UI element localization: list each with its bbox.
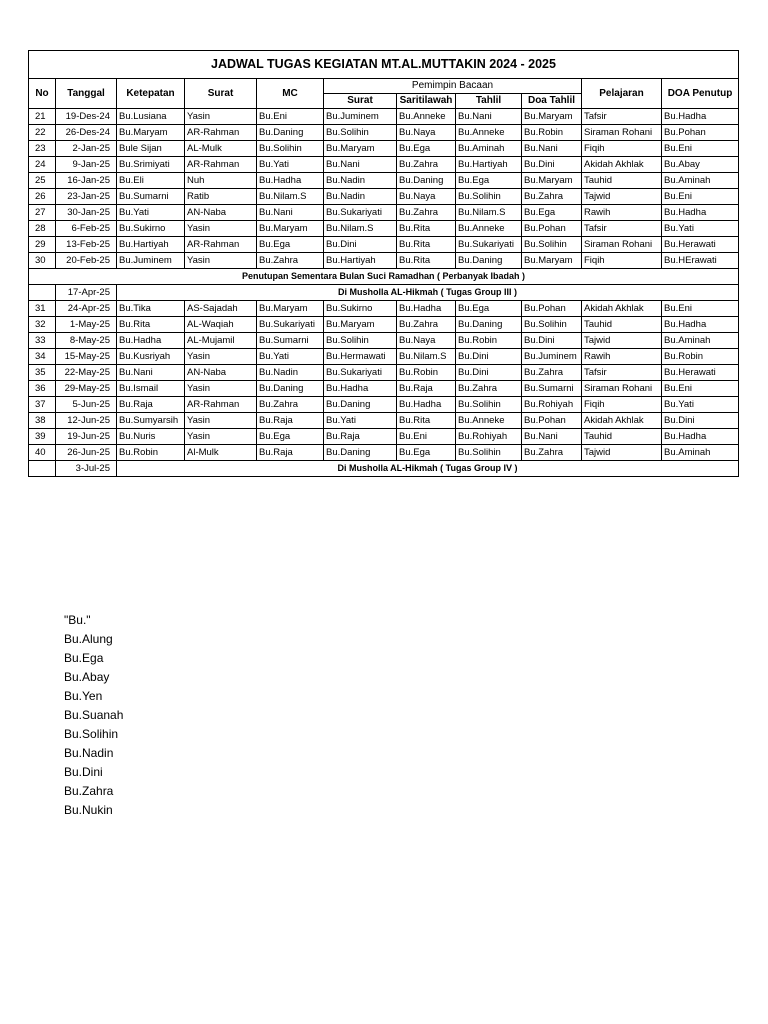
name-list-item[interactable]: Bu.Suanah [64, 708, 124, 722]
cell-doa-tahlil[interactable]: Bu.Pohan [522, 221, 582, 237]
cell-surat[interactable]: Yasin [185, 221, 257, 237]
cell-tanggal[interactable]: 19-Jun-25 [56, 429, 117, 445]
name-list-item[interactable]: Bu.Zahra [64, 784, 114, 798]
cell-doa-penutup[interactable]: Bu.Abay [662, 157, 739, 173]
cell-pelajaran[interactable]: Rawih [582, 205, 662, 221]
cell-mc[interactable]: Bu.Zahra [257, 253, 324, 269]
name-list-item[interactable]: Bu.Dini [64, 765, 103, 779]
table-row [29, 349, 739, 365]
cell-tanggal[interactable]: 17-Apr-25 [56, 285, 117, 301]
cell-doa-tahlil[interactable]: Bu.Maryam [522, 109, 582, 125]
table-row [29, 253, 739, 269]
cell-no[interactable]: 39 [29, 429, 56, 445]
note-row-cell[interactable]: Di Musholla AL-Hikmah ( Tugas Group III ) [117, 285, 739, 301]
cell-pelajaran[interactable]: Akidah Akhlak [582, 157, 662, 173]
cell-ketepatan[interactable]: Bu.Hartiyah [117, 237, 185, 253]
cell-doa-tahlil[interactable]: Bu.Zahra [522, 365, 582, 381]
cell-mc[interactable]: Bu.Hadha [257, 173, 324, 189]
cell-surat[interactable]: Yasin [185, 413, 257, 429]
cell-doa-tahlil[interactable]: Bu.Zahra [522, 189, 582, 205]
cell-pemimpin-surat[interactable]: Bu.Nani [324, 157, 397, 173]
cell-no[interactable]: 26 [29, 189, 56, 205]
cell-tanggal[interactable]: 1-May-25 [56, 317, 117, 333]
cell-doa-penutup[interactable]: Bu.Herawati [662, 237, 739, 253]
cell-doa-penutup[interactable]: Bu.Dini [662, 413, 739, 429]
cell-doa-penutup[interactable]: Bu.Eni [662, 141, 739, 157]
cell-doa-penutup[interactable]: Bu.Aminah [662, 173, 739, 189]
cell-saritilawah[interactable]: Bu.Naya [397, 125, 456, 141]
table-row [29, 445, 739, 461]
cell-mc[interactable]: Bu.Daning [257, 125, 324, 141]
cell-tahlil[interactable]: Bu.Daning [456, 317, 522, 333]
cell-tanggal[interactable]: 30-Jan-25 [56, 205, 117, 221]
table-row [29, 205, 739, 221]
cell-doa-tahlil[interactable]: Bu.Maryam [522, 173, 582, 189]
name-list-item[interactable]: Bu.Yen [64, 689, 103, 703]
cell-mc[interactable]: Bu.Maryam [257, 301, 324, 317]
cell-tanggal[interactable]: 9-Jan-25 [56, 157, 117, 173]
cell-saritilawah[interactable]: Bu.Ega [397, 141, 456, 157]
cell-pelajaran[interactable]: Tauhid [582, 429, 662, 445]
cell-no[interactable]: 27 [29, 205, 56, 221]
cell-surat[interactable]: AN-Naba [185, 365, 257, 381]
cell-doa-tahlil[interactable]: Bu.Solihin [522, 237, 582, 253]
cell-no[interactable]: 36 [29, 381, 56, 397]
cell-tanggal[interactable]: 22-May-25 [56, 365, 117, 381]
cell-doa-penutup[interactable]: Bu.Herawati [662, 365, 739, 381]
cell-doa-penutup[interactable]: Bu.Hadha [662, 429, 739, 445]
cell-tahlil[interactable]: Bu.Ega [456, 173, 522, 189]
cell-pelajaran[interactable]: Siraman Rohani [582, 237, 662, 253]
cell-tanggal[interactable]: 6-Feb-25 [56, 221, 117, 237]
cell-tahlil[interactable]: Bu.Robin [456, 333, 522, 349]
cell-no[interactable] [29, 461, 56, 477]
table-row [29, 125, 739, 141]
header-mc[interactable]: MC [257, 79, 324, 109]
cell-no[interactable]: 34 [29, 349, 56, 365]
cell-mc[interactable]: Bu.Ega [257, 429, 324, 445]
cell-surat[interactable]: AR-Rahman [185, 397, 257, 413]
cell-tanggal[interactable]: 19-Des-24 [56, 109, 117, 125]
cell-doa-penutup[interactable]: Bu.Hadha [662, 205, 739, 221]
header-doa-tahlil[interactable]: Doa Tahlil [522, 94, 582, 109]
cell-doa-tahlil[interactable]: Bu.Juminem [522, 349, 582, 365]
cell-pemimpin-surat[interactable]: Bu.Daning [324, 445, 397, 461]
cell-no[interactable]: 35 [29, 365, 56, 381]
cell-saritilawah[interactable]: Bu.Zahra [397, 317, 456, 333]
cell-doa-penutup[interactable]: Bu.Eni [662, 381, 739, 397]
cell-no[interactable]: 28 [29, 221, 56, 237]
cell-no[interactable]: 40 [29, 445, 56, 461]
cell-saritilawah[interactable]: Bu.Rita [397, 237, 456, 253]
cell-pemimpin-surat[interactable]: Bu.Sukirno [324, 301, 397, 317]
cell-ketepatan[interactable]: Bule Sijan [117, 141, 185, 157]
cell-saritilawah[interactable]: Bu.Zahra [397, 157, 456, 173]
cell-pemimpin-surat[interactable]: Bu.Hermawati [324, 349, 397, 365]
cell-no[interactable]: 30 [29, 253, 56, 269]
cell-tahlil[interactable]: Bu.Daning [456, 253, 522, 269]
cell-surat[interactable]: Yasin [185, 253, 257, 269]
cell-pemimpin-surat[interactable]: Bu.Hartiyah [324, 253, 397, 269]
cell-doa-penutup[interactable]: Bu.Yati [662, 397, 739, 413]
cell-tanggal[interactable]: 2-Jan-25 [56, 141, 117, 157]
cell-saritilawah[interactable]: Bu.Hadha [397, 301, 456, 317]
cell-pemimpin-surat[interactable]: Bu.Sukariyati [324, 365, 397, 381]
note-row-cell[interactable]: Penutupan Sementara Bulan Suci Ramadhan ( Perbanyak Ibadah ) [29, 269, 739, 285]
cell-tahlil[interactable]: Bu.Nilam.S [456, 205, 522, 221]
cell-doa-penutup[interactable]: Bu.Pohan [662, 125, 739, 141]
cell-surat[interactable]: AR-Rahman [185, 157, 257, 173]
cell-doa-tahlil[interactable]: Bu.Pohan [522, 413, 582, 429]
cell-mc[interactable]: Bu.Sukariyati [257, 317, 324, 333]
cell-saritilawah[interactable]: Bu.Naya [397, 189, 456, 205]
sheet-title[interactable]: JADWAL TUGAS KEGIATAN MT.AL.MUTTAKIN 2024 - 2025 [29, 51, 739, 79]
cell-tanggal[interactable]: 26-Des-24 [56, 125, 117, 141]
cell-doa-tahlil[interactable]: Bu.Maryam [522, 253, 582, 269]
cell-saritilawah[interactable]: Bu.Hadha [397, 397, 456, 413]
cell-mc[interactable]: Bu.Yati [257, 349, 324, 365]
name-list-item[interactable]: Bu.Ega [64, 651, 104, 665]
cell-saritilawah[interactable]: Bu.Daning [397, 173, 456, 189]
cell-tahlil[interactable]: Bu.Ega [456, 301, 522, 317]
table-row [29, 397, 739, 413]
cell-tahlil[interactable]: Bu.Dini [456, 365, 522, 381]
cell-mc[interactable]: Bu.Maryam [257, 221, 324, 237]
cell-no[interactable]: 32 [29, 317, 56, 333]
cell-ketepatan[interactable]: Bu.Lusiana [117, 109, 185, 125]
cell-tahlil[interactable]: Bu.Anneke [456, 413, 522, 429]
cell-no[interactable]: 24 [29, 157, 56, 173]
cell-ketepatan[interactable]: Bu.Yati [117, 205, 185, 221]
cell-doa-tahlil[interactable]: Bu.Sumarni [522, 381, 582, 397]
cell-pelajaran[interactable]: Rawih [582, 349, 662, 365]
cell-pemimpin-surat[interactable]: Bu.Daning [324, 397, 397, 413]
cell-pelajaran[interactable]: Tajwid [582, 445, 662, 461]
cell-ketepatan[interactable]: Bu.Rita [117, 317, 185, 333]
header-tanggal[interactable]: Tanggal [56, 79, 117, 109]
cell-pelajaran[interactable]: Fiqih [582, 253, 662, 269]
cell-mc[interactable]: Bu.Nadin [257, 365, 324, 381]
cell-pemimpin-surat[interactable]: Bu.Raja [324, 429, 397, 445]
cell-saritilawah[interactable]: Bu.Zahra [397, 205, 456, 221]
cell-pelajaran[interactable]: Siraman Rohani [582, 125, 662, 141]
cell-doa-tahlil[interactable]: Bu.Pohan [522, 301, 582, 317]
cell-doa-tahlil[interactable]: Bu.Dini [522, 157, 582, 173]
cell-doa-penutup[interactable]: Bu.Robin [662, 349, 739, 365]
cell-ketepatan[interactable]: Bu.Kusriyah [117, 349, 185, 365]
cell-tanggal[interactable]: 8-May-25 [56, 333, 117, 349]
cell-no[interactable]: 22 [29, 125, 56, 141]
cell-ketepatan[interactable]: Bu.Nani [117, 365, 185, 381]
cell-saritilawah[interactable]: Bu.Ega [397, 445, 456, 461]
cell-doa-tahlil[interactable]: Bu.Dini [522, 333, 582, 349]
cell-pelajaran[interactable]: Fiqih [582, 397, 662, 413]
cell-surat[interactable]: AS-Sajadah [185, 301, 257, 317]
cell-ketepatan[interactable]: Bu.Juminem [117, 253, 185, 269]
cell-saritilawah[interactable]: Bu.Anneke [397, 109, 456, 125]
cell-pemimpin-surat[interactable]: Bu.Nadin [324, 173, 397, 189]
cell-no[interactable]: 25 [29, 173, 56, 189]
cell-no[interactable]: 38 [29, 413, 56, 429]
note-row-cell[interactable]: Di Musholla AL-Hikmah ( Tugas Group IV ) [117, 461, 739, 477]
cell-pelajaran[interactable]: Tafsir [582, 221, 662, 237]
table-row [29, 317, 739, 333]
header-doa-penutup[interactable]: DOA Penutup [662, 79, 739, 109]
cell-doa-penutup[interactable]: Bu.Aminah [662, 445, 739, 461]
cell-tanggal[interactable]: 16-Jan-25 [56, 173, 117, 189]
table-row [29, 429, 739, 445]
table-row [29, 333, 739, 349]
cell-ketepatan[interactable]: Bu.Hadha [117, 333, 185, 349]
cell-ketepatan[interactable]: Bu.Sumyarsih [117, 413, 185, 429]
cell-mc[interactable]: Bu.Sumarni [257, 333, 324, 349]
cell-pemimpin-surat[interactable]: Bu.Juminem [324, 109, 397, 125]
table-row [29, 157, 739, 173]
cell-tanggal[interactable]: 24-Apr-25 [56, 301, 117, 317]
cell-tanggal[interactable]: 15-May-25 [56, 349, 117, 365]
schedule-table [28, 50, 739, 477]
cell-surat[interactable]: Yasin [185, 381, 257, 397]
cell-tahlil[interactable]: Bu.Rohiyah [456, 429, 522, 445]
cell-pemimpin-surat[interactable]: Bu.Nadin [324, 189, 397, 205]
cell-surat[interactable]: AR-Rahman [185, 237, 257, 253]
cell-tanggal[interactable]: 29-May-25 [56, 381, 117, 397]
cell-tanggal[interactable]: 5-Jun-25 [56, 397, 117, 413]
cell-pelajaran[interactable]: Akidah Akhlak [582, 301, 662, 317]
name-list-item[interactable]: Bu.Solihin [64, 727, 119, 741]
cell-doa-tahlil[interactable]: Bu.Zahra [522, 445, 582, 461]
cell-doa-penutup[interactable]: Bu.Hadha [662, 317, 739, 333]
table-row [29, 141, 739, 157]
header-pemimpin-bacaan[interactable]: Pemimpin Bacaan [324, 79, 582, 94]
cell-doa-tahlil[interactable]: Bu.Robin [522, 125, 582, 141]
cell-surat[interactable]: AR-Rahman [185, 125, 257, 141]
table-row [29, 301, 739, 317]
table-row [29, 173, 739, 189]
table-row [29, 285, 739, 301]
cell-pemimpin-surat[interactable]: Bu.Maryam [324, 141, 397, 157]
cell-tanggal[interactable]: 23-Jan-25 [56, 189, 117, 205]
cell-ketepatan[interactable]: Bu.Ismail [117, 381, 185, 397]
cell-saritilawah[interactable]: Bu.Eni [397, 429, 456, 445]
cell-doa-tahlil[interactable]: Bu.Solihin [522, 317, 582, 333]
cell-tahlil[interactable]: Bu.Nani [456, 109, 522, 125]
cell-surat[interactable]: Ratib [185, 189, 257, 205]
cell-pemimpin-surat[interactable]: Bu.Solihin [324, 333, 397, 349]
cell-surat[interactable]: Al-Mulk [185, 445, 257, 461]
cell-no[interactable]: 33 [29, 333, 56, 349]
cell-doa-penutup[interactable]: Bu.Aminah [662, 333, 739, 349]
cell-tanggal[interactable]: 3-Jul-25 [56, 461, 117, 477]
cell-mc[interactable]: Bu.Raja [257, 413, 324, 429]
cell-saritilawah[interactable]: Bu.Rita [397, 253, 456, 269]
cell-ketepatan[interactable]: Bu.Srimiyati [117, 157, 185, 173]
cell-tahlil[interactable]: Bu.Dini [456, 349, 522, 365]
cell-doa-tahlil[interactable]: Bu.Nani [522, 141, 582, 157]
cell-surat[interactable]: AL-Mujamil [185, 333, 257, 349]
cell-surat[interactable]: AN-Naba [185, 205, 257, 221]
cell-tahlil[interactable]: Bu.Anneke [456, 125, 522, 141]
header-tahlil[interactable]: Tahlil [456, 94, 522, 109]
cell-mc[interactable]: Bu.Ega [257, 237, 324, 253]
header-no[interactable]: No [29, 79, 56, 109]
cell-saritilawah[interactable]: Bu.Raja [397, 381, 456, 397]
name-list-item[interactable]: Bu.Nukin [64, 803, 113, 817]
cell-surat[interactable]: Yasin [185, 349, 257, 365]
cell-surat[interactable]: Yasin [185, 109, 257, 125]
cell-surat[interactable]: AL-Waqiah [185, 317, 257, 333]
cell-mc[interactable]: Bu.Eni [257, 109, 324, 125]
cell-pelajaran[interactable]: Siraman Rohani [582, 381, 662, 397]
cell-saritilawah[interactable]: Bu.Naya [397, 333, 456, 349]
table-row [29, 189, 739, 205]
cell-doa-tahlil[interactable]: Bu.Nani [522, 429, 582, 445]
cell-pelajaran[interactable]: Tajwid [582, 333, 662, 349]
cell-mc[interactable]: Bu.Raja [257, 445, 324, 461]
cell-tanggal[interactable]: 26-Jun-25 [56, 445, 117, 461]
cell-ketepatan[interactable]: Bu.Eli [117, 173, 185, 189]
table-row [29, 269, 739, 285]
cell-tahlil[interactable]: Bu.Solihin [456, 189, 522, 205]
name-list-item[interactable]: Bu.Nadin [64, 746, 114, 760]
cell-tahlil[interactable]: Bu.Solihin [456, 397, 522, 413]
cell-doa-penutup[interactable]: Bu.Eni [662, 189, 739, 205]
cell-mc[interactable]: Bu.Yati [257, 157, 324, 173]
cell-pelajaran[interactable]: Akidah Akhlak [582, 413, 662, 429]
cell-surat[interactable]: AL-Mulk [185, 141, 257, 157]
name-list-item[interactable]: Bu.Alung [64, 632, 113, 646]
cell-pelajaran[interactable]: Tafsir [582, 109, 662, 125]
cell-tahlil[interactable]: Bu.Aminah [456, 141, 522, 157]
cell-ketepatan[interactable]: Bu.Raja [117, 397, 185, 413]
cell-mc[interactable]: Bu.Nani [257, 205, 324, 221]
table-row [29, 237, 739, 253]
cell-mc[interactable]: Bu.Nilam.S [257, 189, 324, 205]
cell-ketepatan[interactable]: Bu.Sukirno [117, 221, 185, 237]
cell-pemimpin-surat[interactable]: Bu.Hadha [324, 381, 397, 397]
cell-pelajaran[interactable]: Fiqih [582, 141, 662, 157]
cell-ketepatan[interactable]: Bu.Maryam [117, 125, 185, 141]
header-ketepatan[interactable]: Ketepatan [117, 79, 185, 109]
cell-tanggal[interactable]: 13-Feb-25 [56, 237, 117, 253]
cell-pelajaran[interactable]: Tauhid [582, 317, 662, 333]
cell-mc[interactable]: Bu.Solihin [257, 141, 324, 157]
cell-no[interactable]: 23 [29, 141, 56, 157]
header-sub-surat[interactable]: Surat [324, 94, 397, 109]
cell-tanggal[interactable]: 12-Jun-25 [56, 413, 117, 429]
table-row [29, 365, 739, 381]
cell-no[interactable]: 21 [29, 109, 56, 125]
cell-pemimpin-surat[interactable]: Bu.Solihin [324, 125, 397, 141]
names-list [64, 611, 123, 820]
cell-no[interactable] [29, 285, 56, 301]
table-row [29, 109, 739, 125]
cell-tahlil[interactable]: Bu.Anneke [456, 221, 522, 237]
table-row [29, 413, 739, 429]
cell-pemimpin-surat[interactable]: Bu.Maryam [324, 317, 397, 333]
cell-pemimpin-surat[interactable]: Bu.Dini [324, 237, 397, 253]
cell-doa-penutup[interactable]: Bu.Eni [662, 301, 739, 317]
cell-pelajaran[interactable]: Tauhid [582, 173, 662, 189]
cell-doa-tahlil[interactable]: Bu.Ega [522, 205, 582, 221]
cell-surat[interactable]: Yasin [185, 429, 257, 445]
cell-pemimpin-surat[interactable]: Bu.Yati [324, 413, 397, 429]
cell-ketepatan[interactable]: Bu.Sumarni [117, 189, 185, 205]
cell-no[interactable]: 29 [29, 237, 56, 253]
cell-ketepatan[interactable]: Bu.Nuris [117, 429, 185, 445]
cell-pemimpin-surat[interactable]: Bu.Nilam.S [324, 221, 397, 237]
cell-no[interactable]: 31 [29, 301, 56, 317]
cell-pelajaran[interactable]: Tajwid [582, 189, 662, 205]
cell-mc[interactable]: Bu.Zahra [257, 397, 324, 413]
table-row [29, 381, 739, 397]
name-list-item[interactable]: "Bu." [64, 613, 91, 627]
cell-ketepatan[interactable]: Bu.Robin [117, 445, 185, 461]
cell-tahlil[interactable]: Bu.Hartiyah [456, 157, 522, 173]
cell-saritilawah[interactable]: Bu.Rita [397, 221, 456, 237]
header-saritilawah[interactable]: Saritilawah [397, 94, 456, 109]
cell-mc[interactable]: Bu.Daning [257, 381, 324, 397]
cell-surat[interactable]: Nuh [185, 173, 257, 189]
cell-saritilawah[interactable]: Bu.Robin [397, 365, 456, 381]
cell-tahlil[interactable]: Bu.Sukariyati [456, 237, 522, 253]
cell-tahlil[interactable]: Bu.Solihin [456, 445, 522, 461]
cell-doa-penutup[interactable]: Bu.Yati [662, 221, 739, 237]
cell-saritilawah[interactable]: Bu.Nilam.S [397, 349, 456, 365]
cell-saritilawah[interactable]: Bu.Rita [397, 413, 456, 429]
cell-tanggal[interactable]: 20-Feb-25 [56, 253, 117, 269]
cell-no[interactable]: 37 [29, 397, 56, 413]
cell-pemimpin-surat[interactable]: Bu.Sukariyati [324, 205, 397, 221]
header-pelajaran[interactable]: Pelajaran [582, 79, 662, 109]
table-row [29, 221, 739, 237]
cell-doa-penutup[interactable]: Bu.Hadha [662, 109, 739, 125]
header-surat[interactable]: Surat [185, 79, 257, 109]
table-row [29, 461, 739, 477]
cell-doa-tahlil[interactable]: Bu.Rohiyah [522, 397, 582, 413]
cell-doa-penutup[interactable]: Bu.HErawati [662, 253, 739, 269]
cell-pelajaran[interactable]: Tafsir [582, 365, 662, 381]
cell-ketepatan[interactable]: Bu.Tika [117, 301, 185, 317]
name-list-item[interactable]: Bu.Abay [64, 670, 110, 684]
cell-tahlil[interactable]: Bu.Zahra [456, 381, 522, 397]
